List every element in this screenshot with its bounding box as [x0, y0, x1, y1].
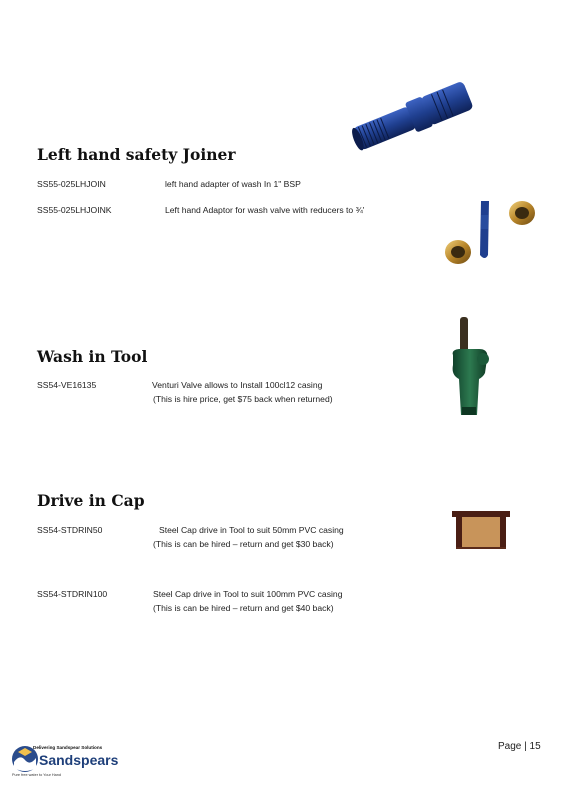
product-note: (This is can be hired – return and get $40 back): [153, 603, 334, 613]
product-description: Venturi Valve allows to Install 100cl12 casing: [152, 380, 323, 390]
product-code: SS55-025LHJOIN: [37, 179, 106, 189]
wash-in-tool-image: [445, 315, 495, 420]
logo-tagline: Delivering Sandspear Solutions: [33, 745, 103, 750]
sandspears-logo: [10, 742, 140, 782]
page-number: Page | 15: [498, 741, 541, 752]
item-row: [37, 589, 397, 615]
product-code: SS55-025LHJOINK: [37, 205, 112, 215]
section-title-left-hand-safety-joiner: Left hand safety Joiner: [37, 145, 236, 164]
product-description: left hand adapter of wash In 1" BSP: [165, 179, 301, 189]
item-row: [37, 525, 397, 551]
product-description: Steel Cap drive in Tool to suit 50mm PVC casing: [159, 525, 344, 535]
product-description: Left hand Adaptor for wash valve with reducers to ¾': [165, 205, 365, 215]
product-note: (This is hire price, get $75 back when returned): [153, 394, 333, 404]
section-title-wash-in-tool: Wash in Tool: [37, 347, 148, 366]
section-title-drive-in-cap: Drive in Cap: [37, 491, 145, 510]
item-row: [37, 380, 397, 406]
product-code: SS54-STDRIN100: [37, 589, 108, 599]
item-row: [37, 179, 397, 191]
product-note: (This is can be hired – return and get $30 back): [153, 539, 334, 549]
logo-name: Sandspears: [39, 752, 119, 768]
blue-joiner-image: [340, 70, 490, 160]
adaptor-kit-image: [440, 195, 550, 270]
item-row: [37, 205, 417, 217]
drive-in-cap-image: [450, 509, 512, 551]
product-code: SS54-VE16135: [37, 380, 97, 390]
product-code: SS54-STDRIN50: [37, 525, 103, 535]
product-description: Steel Cap drive in Tool to suit 100mm PVC casing: [153, 589, 343, 599]
logo-slogan: Pure free water to Your Hand: [12, 773, 61, 777]
